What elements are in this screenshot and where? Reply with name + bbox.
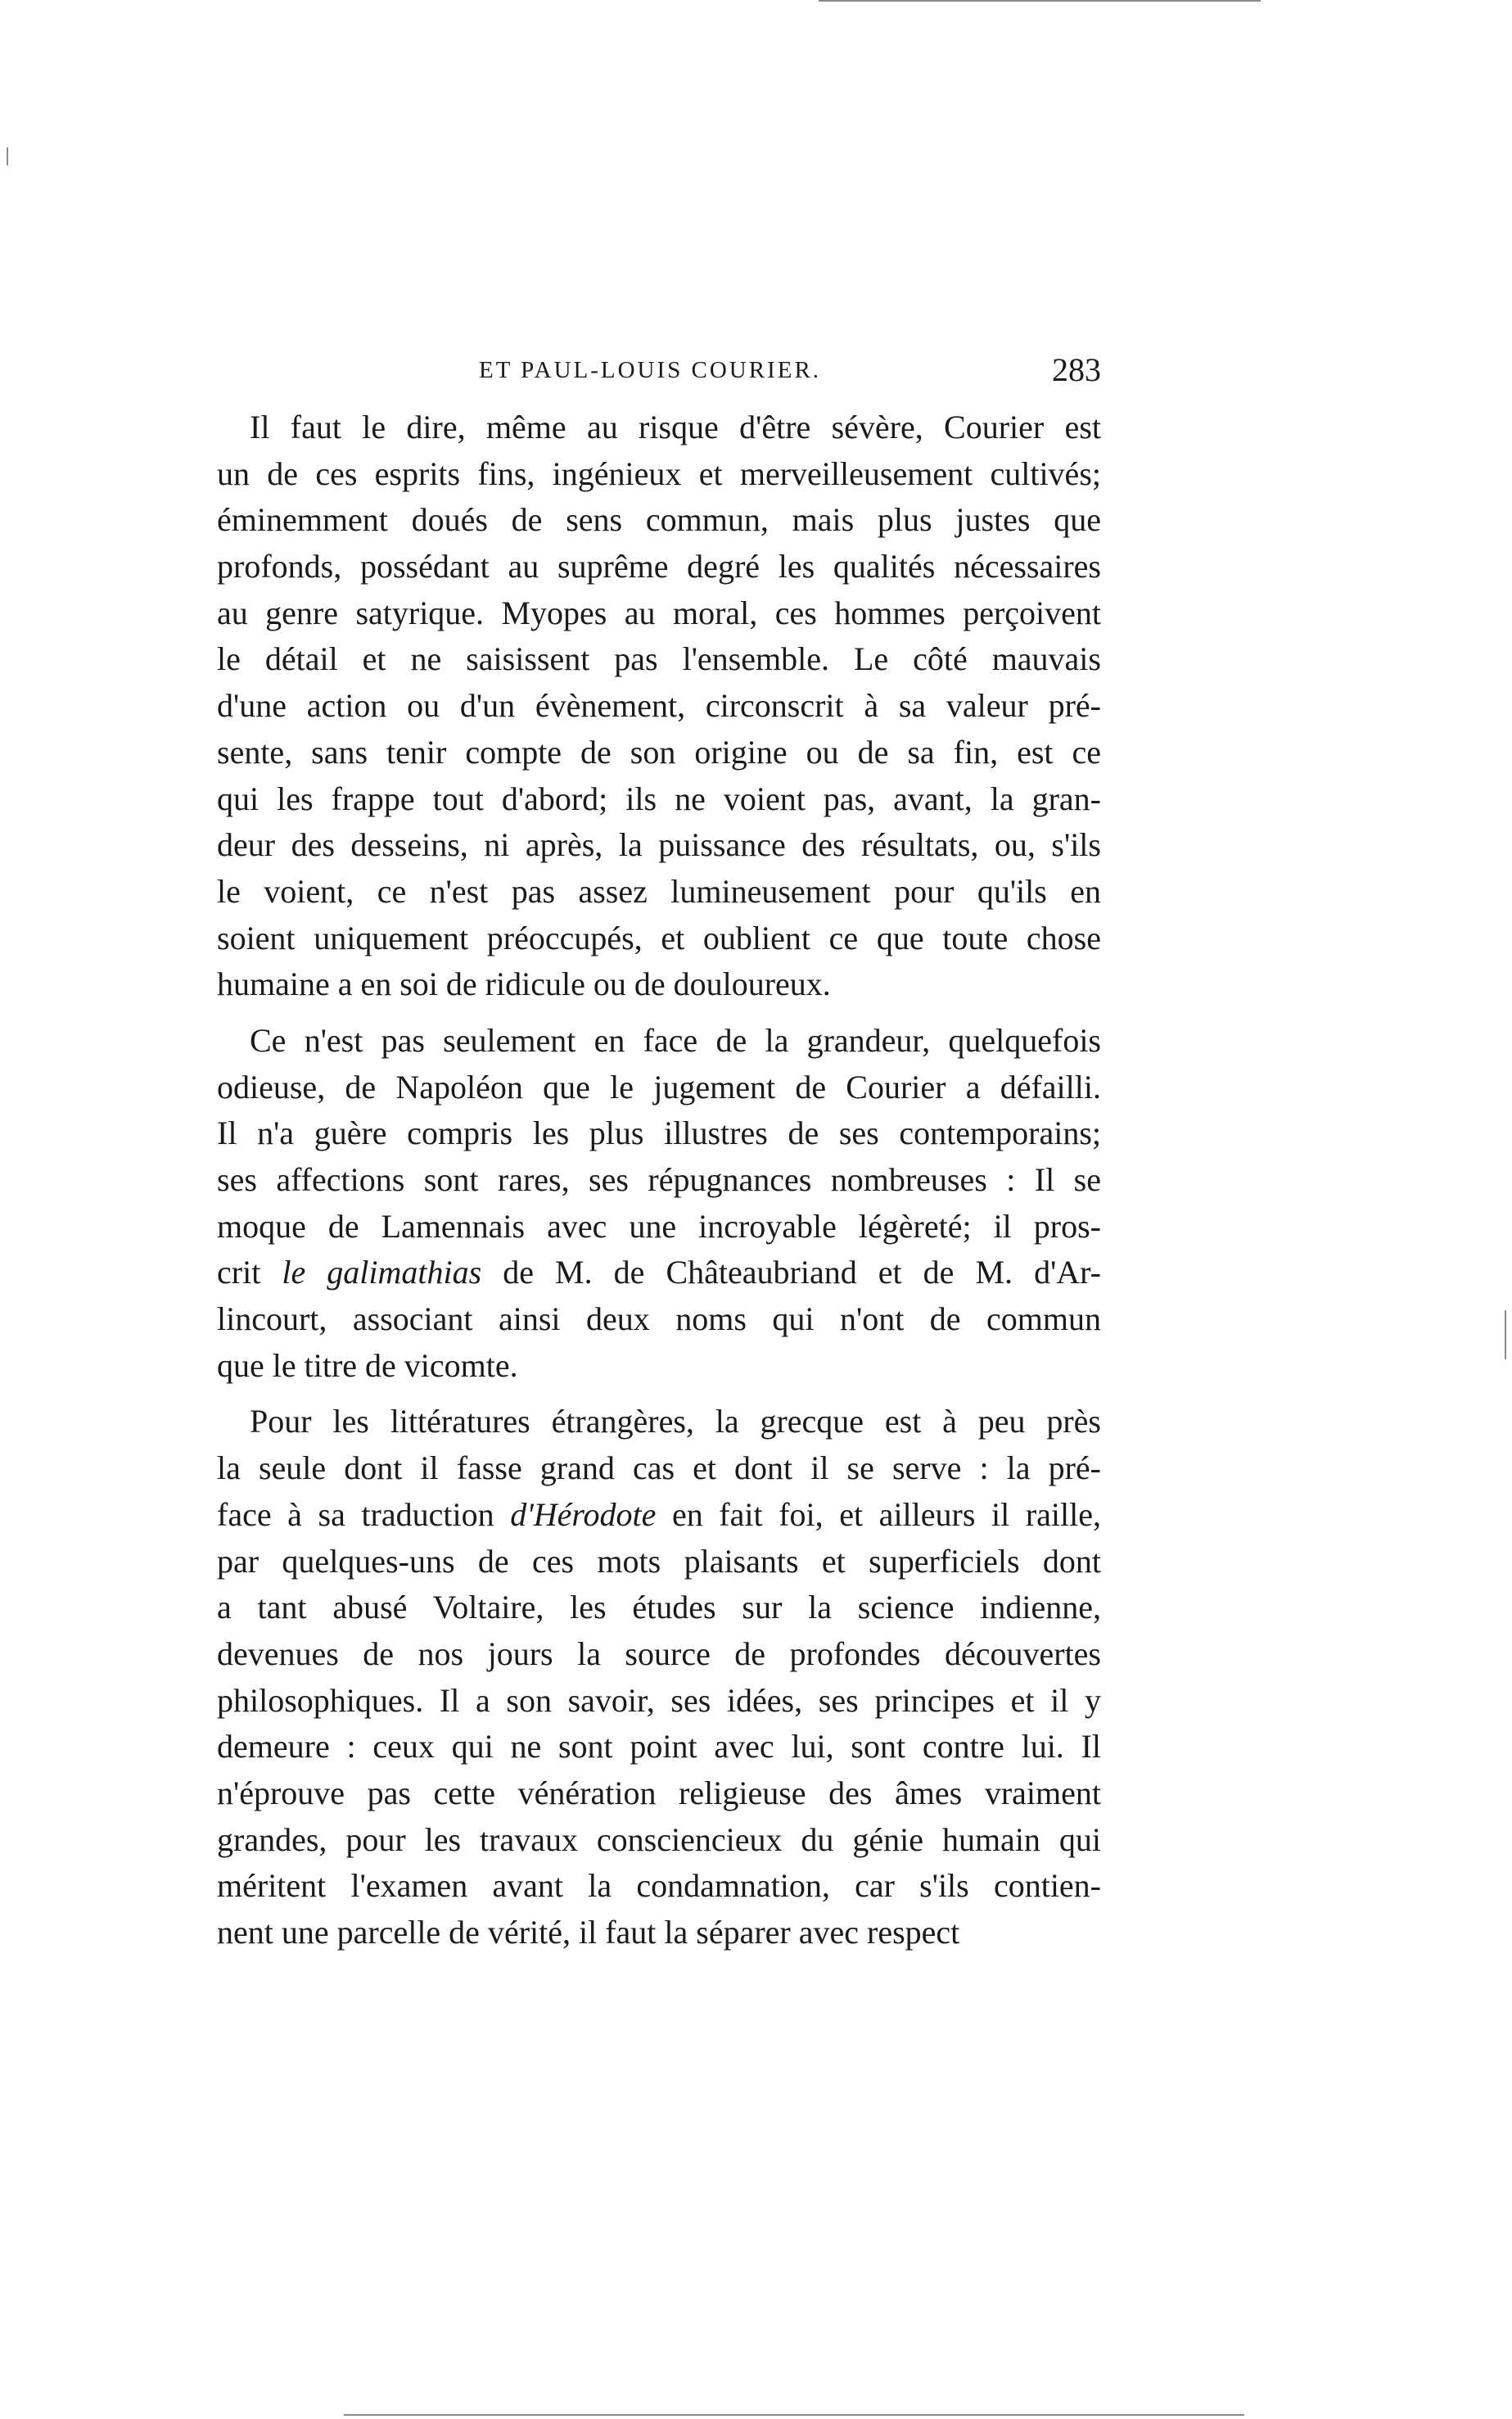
paragraph-gap xyxy=(217,1389,1101,1399)
text-line: Pour les littératures étrangères, la grecque est à peu près xyxy=(250,1403,1101,1440)
text-line: lincourt, associant ainsi deux noms qui n'ont de commun xyxy=(217,1300,1101,1338)
paragraph xyxy=(217,1018,1101,1390)
running-title: ET PAUL-LOUIS COURIER. xyxy=(479,357,822,383)
body-text xyxy=(217,405,1101,1956)
text-line: éminemment doués de sens commun, mais plus justes que xyxy=(217,501,1101,539)
text-line: méritent l'examen avant la condamnation, car s'ils contien- xyxy=(217,1867,1101,1905)
text-line: soient uniquement préoccupés, et oublient ce que toute chose xyxy=(217,919,1101,956)
text-line xyxy=(217,1250,1101,1296)
page-header xyxy=(217,350,1101,400)
scan-mark-bottom xyxy=(344,2414,1244,2416)
text-line: n'éprouve pas cette vénération religieuse des âmes vraiment xyxy=(217,1774,1101,1811)
text-line: Il n'a guère compris les plus illustres de ses contemporains; xyxy=(217,1115,1101,1152)
text-line: un de ces esprits fins, ingénieux et merveilleusement cultivés; xyxy=(217,454,1101,492)
text-line: d'une action ou d'un évènement, circonscrit à sa valeur pré- xyxy=(217,687,1101,725)
text-line: nent une parcelle de vérité, il faut la séparer avec respect xyxy=(217,1914,960,1951)
text-line: au genre satyrique. Myopes au moral, ces hommes perçoivent xyxy=(217,594,1101,631)
paragraph-gap xyxy=(217,1008,1101,1018)
text-line: moque de Lamennais avec une incroyable légèreté; il pros- xyxy=(217,1207,1101,1245)
paragraph xyxy=(217,405,1101,1008)
text-line: sente, sans tenir compte de son origine ou de sa fin, est ce xyxy=(217,733,1101,771)
text-line: profonds, possédant au suprême degré les qualités nécessaires xyxy=(217,548,1101,586)
text-line: humaine a en soi de ridicule ou de douloureux. xyxy=(217,965,831,1003)
text-line: le détail et ne saisissent pas l'ensemble. Le côté mauvais xyxy=(217,640,1101,678)
text-line: deur des desseins, ni après, la puissance des résultats, ou, s'ils xyxy=(217,826,1101,864)
text-segment: en fait foi, et ailleurs il raille, xyxy=(656,1495,1101,1533)
scan-mark-top xyxy=(819,0,1261,2)
text-line: la seule dont il fasse grand cas et dont il se serve : la pré- xyxy=(217,1449,1101,1487)
text-line: odieuse, de Napoléon que le jugement de Courier a défailli. xyxy=(217,1068,1101,1106)
italic-title: d'Hérodote xyxy=(510,1495,657,1533)
text-line: Il faut le dire, même au risque d'être sévère, Courier est xyxy=(250,409,1101,445)
scan-mark-left xyxy=(7,147,8,165)
text-line: a tant abusé Voltaire, les études sur la science indienne, xyxy=(217,1589,1101,1626)
text-line: le voient, ce n'est pas assez lumineusement pour qu'ils en xyxy=(217,872,1101,910)
scan-mark-right xyxy=(1505,1310,1506,1359)
text-line: que le titre de vicomte. xyxy=(217,1346,518,1384)
text-segment: crit xyxy=(217,1254,282,1291)
text-line: Ce n'est pas seulement en face de la grandeur, quelquefois xyxy=(250,1021,1101,1059)
text-line: grandes, pour les travaux consciencieux du génie humain qui xyxy=(217,1820,1101,1858)
paragraph xyxy=(217,1399,1101,1956)
text-line xyxy=(217,1492,1101,1539)
text-line: ses affections sont rares, ses répugnances nombreuses : Il se xyxy=(217,1161,1101,1198)
text-line: philosophiques. Il a son savoir, ses idées, ses principes et il y xyxy=(217,1681,1101,1719)
text-segment: face à sa traduction xyxy=(217,1495,511,1533)
text-line: devenues de nos jours la source de profondes découvertes xyxy=(217,1635,1101,1672)
text-line: qui les frappe tout d'abord; ils ne voient pas, avant, la gran- xyxy=(217,780,1101,817)
page-number: 283 xyxy=(1052,351,1101,388)
text-line: demeure : ceux qui ne sont point avec lui, sont contre lui. Il xyxy=(217,1728,1101,1766)
text-line: par quelques-uns de ces mots plaisants et superficiels dont xyxy=(217,1542,1101,1580)
text-segment: de M. de Châteaubriand et de M. d'Ar- xyxy=(481,1254,1101,1291)
italic-title: le galimathias xyxy=(282,1254,482,1291)
